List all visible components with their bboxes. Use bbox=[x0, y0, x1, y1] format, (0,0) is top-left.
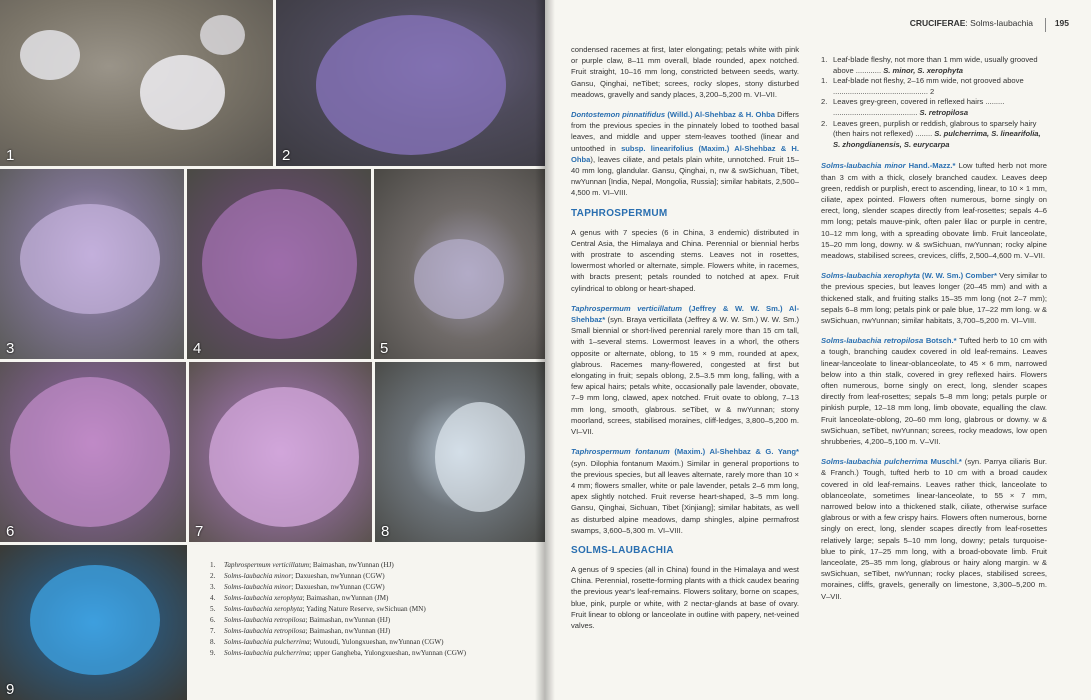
header-divider bbox=[1045, 18, 1046, 32]
photo-number: 3 bbox=[6, 340, 15, 357]
photo-7 bbox=[189, 362, 372, 542]
photo-number: 4 bbox=[193, 340, 202, 357]
key-row: 2. Leaves green, purplish or reddish, glabrous to sparsely hairy (then hairs not reflexed) ........ S. pulcherrima, S. linearifolia, S. zhongdianensis, S. eurycarpa bbox=[821, 118, 1041, 149]
identification-key bbox=[821, 55, 1047, 150]
photo-number: 5 bbox=[380, 340, 389, 357]
caption-item: 6. Solms-laubachia retropilosa; Baimashan, nwYunnan (HJ) bbox=[210, 616, 391, 624]
genus-intro: A genus of 9 species (all in China) found in the Himalaya and west China. Perennial, rosette-forming plants with a thick caudex bearing the previous year's leaf-remains. Flowers solitary, borne on scapes, blue, pink, purple or white, with 2 nectar-glands at base of ovary. Fruit linear to oblong or lanceolate in outline with papery, net-veined valves. bbox=[571, 564, 799, 630]
genus-intro: A genus with 7 species (6 in China, 3 endemic) distributed in Central Asia, the Himalaya and China. Perennial or biennial herbs with prostrate to ascending stems. Leaves not in rosettes, lowermost whorled or alternate, simple. Flowers white, in racemes, with bracts present; petals rounded to notched at apex. Fruit cylindrical to oblong or heart-shaped. bbox=[571, 227, 799, 293]
species-entry: Taphrospermum verticillatum (Jeffrey & W. W. Sm.) Al-Shehbaz* (syn. Braya verticillata (Jeffrey & W. W. Sm.) W. W. Sm.) Small biennial or short-lived perennial rarely more than 15 cm tall, with 1–several stems. Lowermost leaves in a whorl, the others opposite or alternate, oblong, to 15 × 9 mm, rounded at apex, glabrous. Racemes many-flowered, congested at first but elongating in fruit; sepals oblong, 2.5–3.5 mm long, falling, with a few apical hairs; petals white, occasionally pale lavender, obovate, 7–9 mm long, clawed, apex notched. Fruit ovate to oblong, 7–13 mm long, smooth, glabrous. seTibet, w & nwYunnan; stony moorland, screes, stabilised moraines, cliff-ledges, 3,800–5,200 m. VI–VII. bbox=[571, 303, 799, 437]
header-title: CRUCIFERAE: Solms-laubachia bbox=[909, 18, 1033, 28]
photo-6 bbox=[0, 362, 186, 542]
species-entry: Dontostemon pinnatifidus (Willd.) Al-Shehbaz & H. Ohba Differs from the previous species in the pinnately lobed to toothed basal leaves, and middle and upper stem-leaves toothed (linear and untoothed in subsp. linearifolius (Maxim.) Al-Shehbaz & H. Ohba), leaves ciliate, and petals plain white, unnotched. Fruit 15–40 mm long, glandular. Gansu, Qinghai, n, nw & swSichuan, Tibet, nwYunnan [India, Nepal, Mongolia, Russia]; similar habitats, 2,500–4,500 m. VI–VIII. bbox=[571, 110, 799, 198]
caption-item: 9. Solms-laubachia pulcherrima; upper Gangheba, Yulongxueshan, nwYunnan (CGW) bbox=[210, 649, 467, 657]
book-gutter bbox=[535, 0, 555, 700]
section-title: TAPHROSPERMUM bbox=[571, 207, 668, 219]
key-row: 2. Leaves grey-green, covered in reflexed hairs ......... ........................................ S. retropilosa bbox=[821, 97, 1005, 117]
caption-item: 2. Solms-laubachia minor; Daxueshan, nwYunnan (CGW) bbox=[210, 572, 385, 580]
species-entry: Solms-laubachia pulcherrima Muschl.* (syn. Parrya ciliaris Bur. & Franch.) Tough, tufted herb to 10 cm with a broad caudex covered in old leaf-remains. Leaves rather thick, lanceolate to oblanceolate, sometimes linear-lanceolate, to 55 × 7 mm, narrowed below into a thickened stalk, ciliate, otherwise surface glabrous or with a few crispy hairs. Flowers often numerous, borne singly on erect, long, slender scapes directly from leaf-rosettes relatively large; sepals 5–10 mm long, downy; petals turquoise-blue to pink, 17–25 mm long, with a broad-obovate limb. Fruit lanceolate, 25–35 mm long, glabrous or hairy along margin. w & swSichuan, seTibet, nwYunnan; rocky places, stabilised screes, moraines, cliffs, gravels, generally on limestone, 3,300–5,200 m. V–VII. bbox=[821, 457, 1047, 601]
photo-1 bbox=[0, 0, 273, 166]
photo-captions bbox=[210, 560, 540, 659]
page-number: 195 bbox=[1054, 18, 1069, 28]
caption-item: 1. Taphrospermum verticillatum; Baimashan, nwYunnan (HJ) bbox=[210, 561, 394, 569]
photo-5 bbox=[374, 169, 545, 359]
caption-item: 5. Solms-laubachia xerophyta; Yading Nature Reserve, swSichuan (MN) bbox=[210, 605, 426, 613]
right-page bbox=[545, 0, 1091, 700]
left-page bbox=[0, 0, 545, 700]
caption-item: 3. Solms-laubachia minor; Daxueshan, nwYunnan (CGW) bbox=[210, 583, 385, 591]
text-column-left bbox=[571, 44, 799, 640]
photo-4 bbox=[187, 169, 371, 359]
photo-number: 2 bbox=[282, 147, 291, 164]
text-column-right bbox=[821, 55, 1047, 611]
photo-3 bbox=[0, 169, 184, 359]
photo-2 bbox=[276, 0, 545, 166]
caption-item: 7. Solms-laubachia retropilosa; Baimashan, nwYunnan (HJ) bbox=[210, 627, 391, 635]
photo-9 bbox=[0, 545, 187, 700]
photo-number: 8 bbox=[381, 523, 390, 540]
photo-8 bbox=[375, 362, 545, 542]
section-title: SOLMS-LAUBACHIA bbox=[571, 544, 674, 556]
key-row: 1. Leaf-blade fleshy, not more than 1 mm wide, usually grooved above ............ S. minor, S. xerophyta bbox=[821, 55, 1038, 75]
species-entry: Solms-laubachia xerophyta (W. W. Sm.) Comber* Very similar to the previous species, but leaves longer (20–45 mm) and with a thickened stalk, and fruiting stalks 15–35 mm long (not 2–7 mm); sepals 6–8 mm long; petals pink or pale blue, 17–22 mm long. w & swSichuan, nwYunnan; similar habitats, 3,700–5,200 m. VI–VIII. bbox=[821, 271, 1048, 325]
photo-number: 6 bbox=[6, 523, 15, 540]
caption-item: 8. Solms-laubachia pulcherrima; Wutoudi, Yulongxueshan, nwYunnan (CGW) bbox=[210, 638, 444, 646]
photo-number: 7 bbox=[195, 523, 204, 540]
photo-number: 9 bbox=[6, 681, 15, 698]
paragraph: condensed racemes at first, later elongating; petals white with pink or purple claw, 8–11 mm overall, blade rounded, apex notched. Fruit straight, 10–16 mm long, constricted between seeds, warty. Gansu, Qinghai, neTibet; screes, rocky slopes, stony disturbed meadows, gravelly and sandy places, 3,200–5,200 m. VI–VII. bbox=[571, 45, 799, 99]
species-entry: Solms-laubachia retropilosa Botsch.* Tufted herb to 10 cm with a tough, branching caudex covered in old leaf-remains. Leaves linear-lanceolate to linear-oblanceolate, to 45 × 6 mm, narrowed below into a thin stalk, covered in grey reflexed hairs. Flowers often numerous, borne singly on erect, long, slender scapes directly from leaf-rosettes; sepals 5–8 mm long; petals purple or pinkish purple, 12–18 mm long, limb obovate, equalling the claw. Fruit lanceolate-oblong, 20–60 mm long, glabrous or downy. w & swSichuan, seTibet, nwYunnan; screes, rocky meadows, low open shrubberies, 4,200–5,100 m. V–VII. bbox=[821, 336, 1047, 447]
species-entry: Taphrospermum fontanum (Maxim.) Al-Shehbaz & G. Yang* (syn. Dilophia fontanum Maxim.) Similar in general proportions to the previous species, but all leaves alternate, rarely more than 10 × 4 mm; flowers smaller, white or pale lavender, petals 2–6 mm long, apex slightly notched. Fruit reverse heart-shaped, 3–5 mm long. Gansu, Qinghai, Sichuan, Tibet [Xinjiang]; similar habitats, as well as disturbed alpine meadows, damp shingles, alpine permafrost swamps, 3,600–5,300 m. VI–VIII. bbox=[571, 447, 799, 535]
species-entry: Solms-laubachia minor Hand.-Mazz.* Low tufted herb not more than 3 cm with a thick, closely branched caudex. Leaves deep green, reddish or purplish, erect to ascending, linear, to 10 × 1 mm, ciliate, apex pointed. Flowers often numerous, borne singly on erect, long, slender scapes directly from leaf-rosettes; sepals 4–6 mm long; petals mauve-pink, often paler lilac or purple in centre, 10–12 mm long, with a spreading obovate limb. Fruit lanceolate, 15–20 mm long, downy. w & swSichuan, nwYunnan; rocky alpine meadows, stabilised screes, crevices, cliffs, 2,500–4,600 m. V–VII. bbox=[821, 161, 1047, 260]
running-header bbox=[545, 18, 1091, 32]
photo-number: 1 bbox=[6, 147, 15, 164]
caption-item: 4. Solms-laubachia xerophyta; Baimashan, nwYunnan (JM) bbox=[210, 594, 389, 602]
key-row: 1. Leaf-blade not fleshy, 2–16 mm wide, not grooved above ............................................. 2 bbox=[821, 76, 1024, 96]
